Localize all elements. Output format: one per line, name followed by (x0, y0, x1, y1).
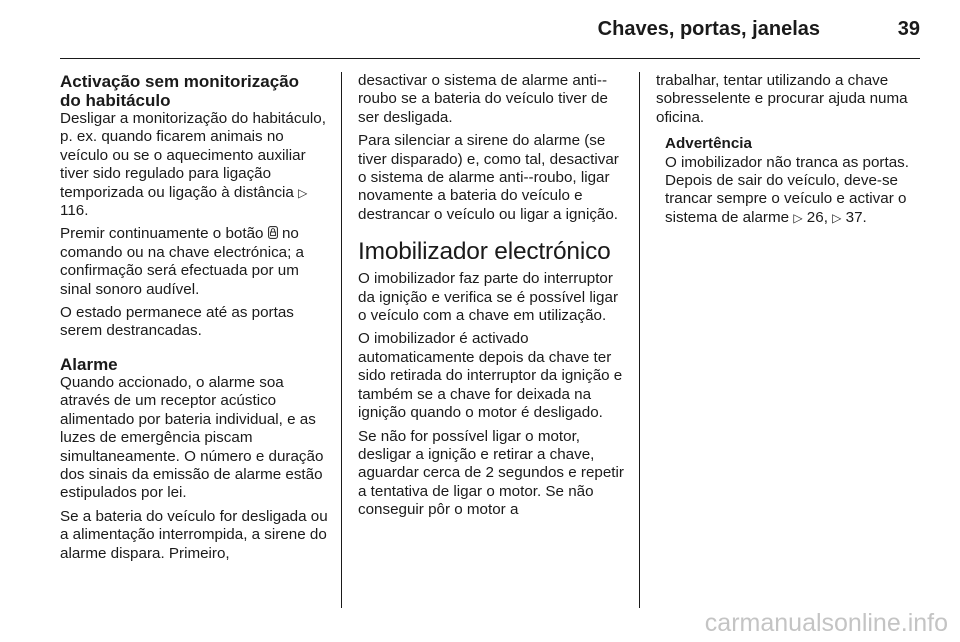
page-reference[interactable]: 116. (60, 202, 89, 220)
column-3 (656, 72, 920, 227)
page-reference[interactable]: 26, (806, 208, 828, 226)
paragraph: Para silenciar a sirene do alarme (se tiver disparado) e, como tal, desactivar o sistema de alarme anti--roubo, ligar novamente a bateria do veículo e destrancar o veículo ou ligar a ignição. (358, 132, 619, 223)
section-heading-monitoring: Activação sem monitorização do habitáculo (60, 72, 300, 110)
paragraph: O estado permanece até as portas serem destrancadas. (60, 304, 294, 340)
page-number: 39 (897, 18, 920, 40)
warning-note (656, 135, 920, 227)
lock-key-icon (268, 226, 278, 239)
reference-arrow-icon: ▷ (832, 210, 842, 225)
paragraph: O imobilizador faz parte do interruptor da ignição e verifica se é possível ligar o veículo com a chave em utilização. (358, 270, 619, 325)
column-divider-2 (639, 72, 640, 608)
note-text: O imobilizador não tranca as portas. Depois de sair do veículo, deve-se trancar sempre o veículo e activar o sistema de alarme ▷ 26, ▷ 37. (665, 153, 909, 226)
page-title: Chaves, portas, janelas (597, 18, 820, 40)
paragraph: Desligar a monitorização do habitáculo, p. ex. quando ficarem animais no veículo ou se o aquecimento auxiliar tiver sido regulado para ligação temporizada ou ligação à distância ▷ 116. (60, 110, 326, 220)
watermark: carmanualsonline.info (704, 609, 948, 637)
section-heading-immobilizer: Imobilizador electrónico (358, 238, 611, 266)
section-heading-alarm: Alarme (60, 354, 118, 374)
column-1 (60, 72, 332, 568)
page-header (0, 0, 960, 60)
paragraph: Quando accionado, o alarme soa através de um receptor acústico alimentado por bateria individual, e as luzes de emergência piscam simultaneamente. O número e duração dos sinais da emissão de alarme estão estipulados por lei. (60, 373, 324, 502)
header-divider (60, 58, 920, 59)
paragraph: desactivar o sistema de alarme anti--roubo se a bateria do veículo tiver de ser desligada. (358, 72, 608, 126)
paragraph: Se não for possível ligar o motor, desligar a ignição e retirar a chave, aguardar cerca de 2 segundos e repetir a tentativa de ligar o motor. Se não conseguir pôr o motor a (358, 427, 624, 519)
paragraph: Premir continuamente o botão no comando ou na chave electrónica; a confirmação será efectuada por um sinal sonoro audível. (60, 225, 305, 298)
paragraph: O imobilizador é activado automaticamente depois da chave ter sido retirada do interruptor da ignição e também se a chave for deixada na ignição quando o motor é desligado. (358, 330, 623, 422)
note-heading: Advertência (665, 135, 752, 153)
reference-arrow-icon: ▷ (298, 185, 308, 200)
reference-arrow-icon: ▷ (793, 210, 803, 225)
paragraph: trabalhar, tentar utilizando a chave sobresselente e procurar ajuda numa oficina. (656, 72, 908, 126)
column-divider-1 (341, 72, 342, 608)
column-2 (358, 72, 630, 525)
page-reference[interactable]: 37. (845, 208, 867, 226)
paragraph: Se a bateria do veículo for desligada ou a alimentação interrompida, a sirene do alarme dispara. Primeiro, (60, 507, 328, 562)
